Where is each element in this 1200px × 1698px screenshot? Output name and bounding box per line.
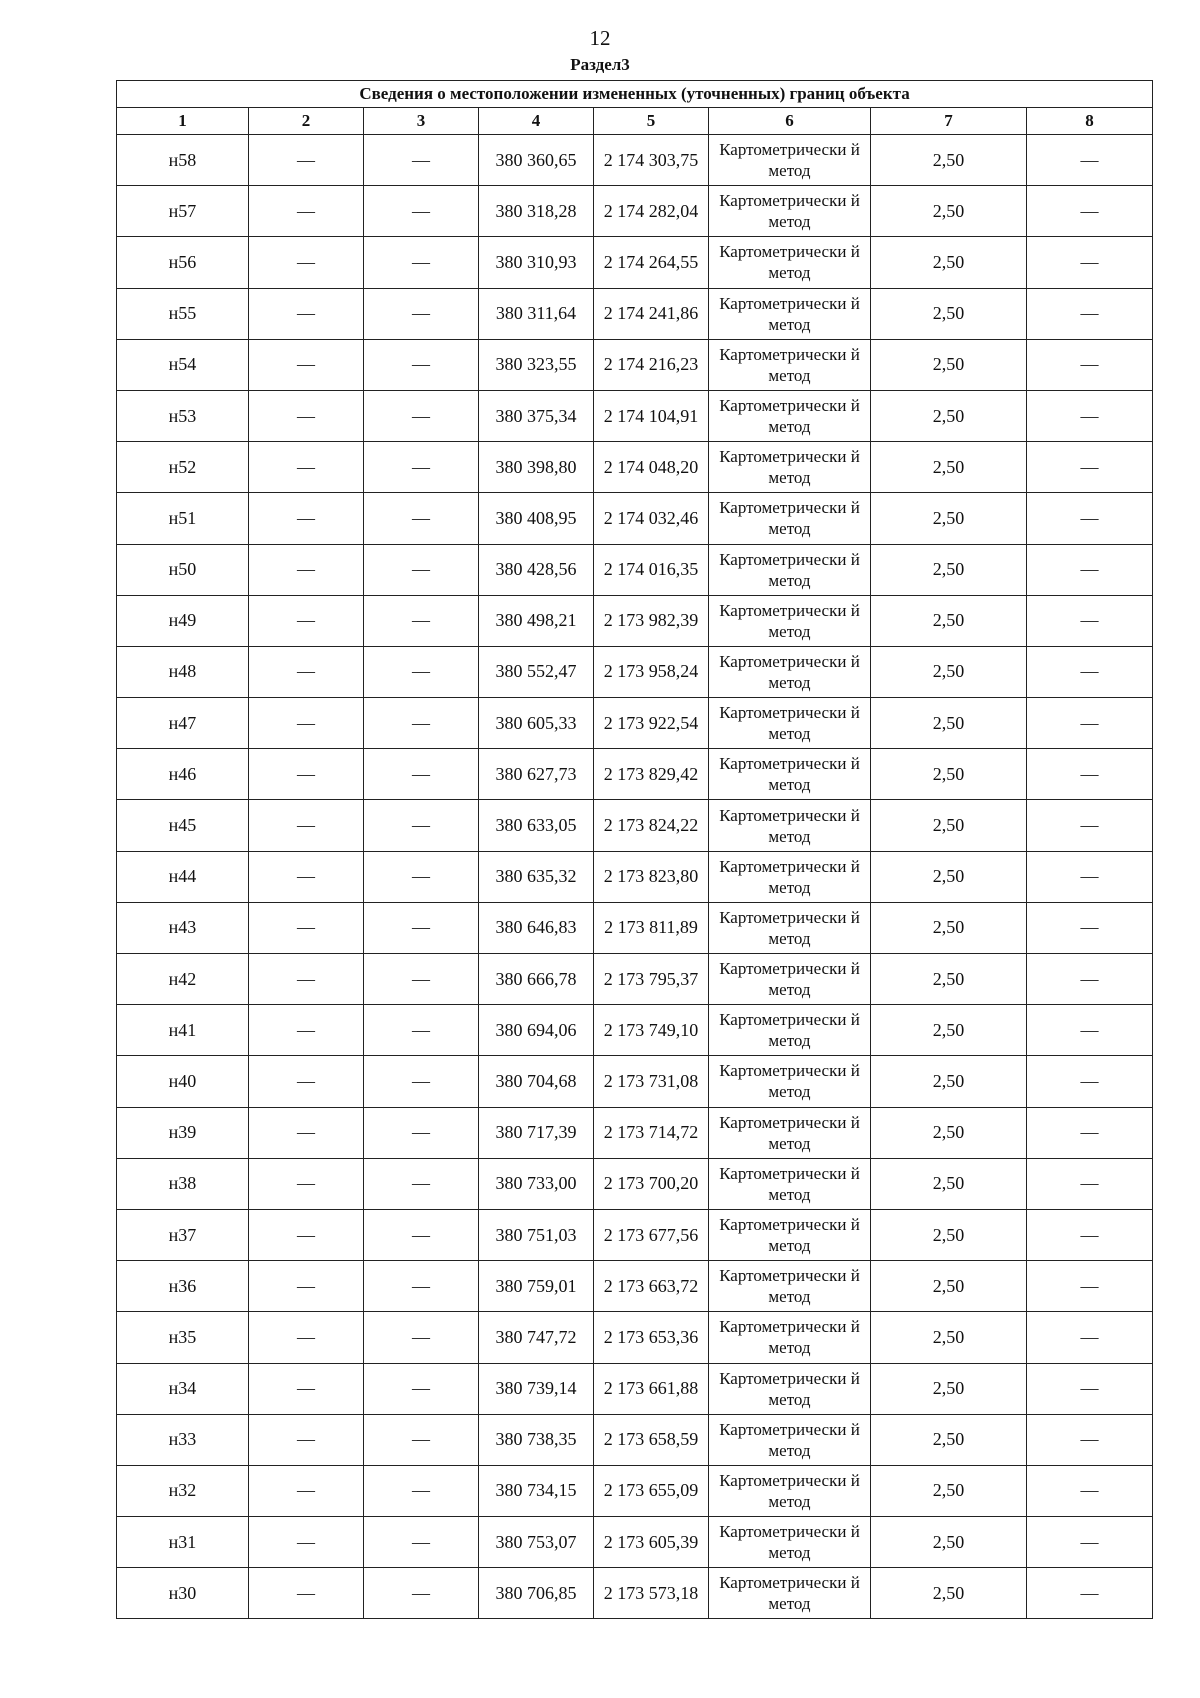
x-coordinate-cell: 380 633,05	[479, 800, 594, 851]
point-cell: н36	[117, 1261, 249, 1312]
column-3-cell: —	[364, 646, 479, 697]
accuracy-cell: 2,50	[871, 493, 1027, 544]
section-title: Раздел3	[570, 55, 630, 74]
method-cell: Картометрически й метод	[709, 800, 871, 851]
column-2-cell: —	[249, 1465, 364, 1516]
method-cell: Картометрически й метод	[709, 442, 871, 493]
column-8-cell: —	[1027, 186, 1153, 237]
table-row	[117, 1056, 1153, 1107]
y-coordinate-cell: 2 173 653,36	[594, 1312, 709, 1363]
accuracy-cell: 2,50	[871, 390, 1027, 441]
method-cell: Картометрически й метод	[709, 698, 871, 749]
x-coordinate-cell: 380 323,55	[479, 339, 594, 390]
point-cell: н39	[117, 1107, 249, 1158]
column-3-cell: —	[364, 339, 479, 390]
x-coordinate-cell: 380 694,06	[479, 1005, 594, 1056]
point-cell: н30	[117, 1568, 249, 1619]
method-cell: Картометрически й метод	[709, 1414, 871, 1465]
column-2-cell: —	[249, 1209, 364, 1260]
method-cell: Картометрически й метод	[709, 1312, 871, 1363]
point-cell: н34	[117, 1363, 249, 1414]
accuracy-cell: 2,50	[871, 646, 1027, 697]
column-8-cell: —	[1027, 1158, 1153, 1209]
column-2-cell: —	[249, 1312, 364, 1363]
column-3-cell: —	[364, 1312, 479, 1363]
x-coordinate-cell: 380 627,73	[479, 749, 594, 800]
accuracy-cell: 2,50	[871, 1107, 1027, 1158]
column-8-cell: —	[1027, 442, 1153, 493]
column-8-cell: —	[1027, 1056, 1153, 1107]
column-3-cell: —	[364, 698, 479, 749]
column-2-cell: —	[249, 1158, 364, 1209]
column-3-cell: —	[364, 288, 479, 339]
y-coordinate-cell: 2 174 016,35	[594, 544, 709, 595]
table-row	[117, 851, 1153, 902]
accuracy-cell: 2,50	[871, 698, 1027, 749]
point-cell: н58	[117, 135, 249, 186]
method-cell: Картометрически й метод	[709, 1005, 871, 1056]
y-coordinate-cell: 2 173 829,42	[594, 749, 709, 800]
y-coordinate-cell: 2 173 714,72	[594, 1107, 709, 1158]
accuracy-cell: 2,50	[871, 595, 1027, 646]
column-2-cell: —	[249, 749, 364, 800]
table-row	[117, 135, 1153, 186]
column-number: 7	[871, 108, 1027, 135]
column-2-cell: —	[249, 442, 364, 493]
column-2-cell: —	[249, 390, 364, 441]
y-coordinate-cell: 2 173 661,88	[594, 1363, 709, 1414]
column-2-cell: —	[249, 1005, 364, 1056]
x-coordinate-cell: 380 759,01	[479, 1261, 594, 1312]
column-3-cell: —	[364, 1005, 479, 1056]
point-cell: н52	[117, 442, 249, 493]
column-2-cell: —	[249, 186, 364, 237]
y-coordinate-cell: 2 173 795,37	[594, 954, 709, 1005]
method-cell: Картометрически й метод	[709, 646, 871, 697]
accuracy-cell: 2,50	[871, 902, 1027, 953]
method-cell: Картометрически й метод	[709, 1056, 871, 1107]
accuracy-cell: 2,50	[871, 1209, 1027, 1260]
y-coordinate-cell: 2 174 241,86	[594, 288, 709, 339]
y-coordinate-cell: 2 174 048,20	[594, 442, 709, 493]
column-2-cell: —	[249, 698, 364, 749]
accuracy-cell: 2,50	[871, 1261, 1027, 1312]
table-row	[117, 1158, 1153, 1209]
point-cell: н44	[117, 851, 249, 902]
column-3-cell: —	[364, 1209, 479, 1260]
x-coordinate-cell: 380 738,35	[479, 1414, 594, 1465]
y-coordinate-cell: 2 173 663,72	[594, 1261, 709, 1312]
method-cell: Картометрически й метод	[709, 1107, 871, 1158]
table-row	[117, 646, 1153, 697]
accuracy-cell: 2,50	[871, 186, 1027, 237]
column-8-cell: —	[1027, 237, 1153, 288]
y-coordinate-cell: 2 173 958,24	[594, 646, 709, 697]
column-8-cell: —	[1027, 851, 1153, 902]
column-2-cell: —	[249, 800, 364, 851]
method-cell: Картометрически й метод	[709, 288, 871, 339]
y-coordinate-cell: 2 173 749,10	[594, 1005, 709, 1056]
y-coordinate-cell: 2 174 216,23	[594, 339, 709, 390]
column-8-cell: —	[1027, 1517, 1153, 1568]
accuracy-cell: 2,50	[871, 1414, 1027, 1465]
point-cell: н49	[117, 595, 249, 646]
x-coordinate-cell: 380 747,72	[479, 1312, 594, 1363]
accuracy-cell: 2,50	[871, 749, 1027, 800]
table-row	[117, 186, 1153, 237]
method-cell: Картометрически й метод	[709, 544, 871, 595]
column-3-cell: —	[364, 390, 479, 441]
table-row	[117, 698, 1153, 749]
point-cell: н56	[117, 237, 249, 288]
column-8-cell: —	[1027, 1363, 1153, 1414]
table-row	[117, 493, 1153, 544]
method-cell: Картометрически й метод	[709, 1209, 871, 1260]
column-2-cell: —	[249, 1107, 364, 1158]
point-cell: н55	[117, 288, 249, 339]
y-coordinate-cell: 2 173 700,20	[594, 1158, 709, 1209]
column-8-cell: —	[1027, 1209, 1153, 1260]
column-3-cell: —	[364, 800, 479, 851]
column-number: 4	[479, 108, 594, 135]
accuracy-cell: 2,50	[871, 442, 1027, 493]
point-cell: н42	[117, 954, 249, 1005]
column-2-cell: —	[249, 339, 364, 390]
column-2-cell: —	[249, 1414, 364, 1465]
point-cell: н38	[117, 1158, 249, 1209]
column-number: 2	[249, 108, 364, 135]
y-coordinate-cell: 2 173 677,56	[594, 1209, 709, 1260]
column-8-cell: —	[1027, 646, 1153, 697]
point-cell: н48	[117, 646, 249, 697]
y-coordinate-cell: 2 173 982,39	[594, 595, 709, 646]
y-coordinate-cell: 2 174 303,75	[594, 135, 709, 186]
accuracy-cell: 2,50	[871, 1465, 1027, 1516]
y-coordinate-cell: 2 174 104,91	[594, 390, 709, 441]
accuracy-cell: 2,50	[871, 1056, 1027, 1107]
accuracy-cell: 2,50	[871, 1312, 1027, 1363]
column-number: 6	[709, 108, 871, 135]
method-cell: Картометрически й метод	[709, 135, 871, 186]
column-2-cell: —	[249, 1517, 364, 1568]
column-8-cell: —	[1027, 544, 1153, 595]
point-cell: н51	[117, 493, 249, 544]
column-2-cell: —	[249, 544, 364, 595]
column-3-cell: —	[364, 1414, 479, 1465]
column-2-cell: —	[249, 902, 364, 953]
column-8-cell: —	[1027, 1312, 1153, 1363]
point-cell: н37	[117, 1209, 249, 1260]
column-2-cell: —	[249, 954, 364, 1005]
accuracy-cell: 2,50	[871, 1005, 1027, 1056]
point-cell: н46	[117, 749, 249, 800]
table-row	[117, 1261, 1153, 1312]
coordinates-table	[116, 80, 1153, 1619]
accuracy-cell: 2,50	[871, 544, 1027, 595]
column-8-cell: —	[1027, 800, 1153, 851]
table-row	[117, 1517, 1153, 1568]
column-2-cell: —	[249, 135, 364, 186]
column-8-cell: —	[1027, 1107, 1153, 1158]
accuracy-cell: 2,50	[871, 1363, 1027, 1414]
x-coordinate-cell: 380 498,21	[479, 595, 594, 646]
column-8-cell: —	[1027, 288, 1153, 339]
point-cell: н31	[117, 1517, 249, 1568]
table-caption-row	[117, 81, 1153, 108]
column-8-cell: —	[1027, 698, 1153, 749]
table-row	[117, 339, 1153, 390]
column-3-cell: —	[364, 595, 479, 646]
y-coordinate-cell: 2 173 573,18	[594, 1568, 709, 1619]
table-row	[117, 954, 1153, 1005]
column-3-cell: —	[364, 186, 479, 237]
column-3-cell: —	[364, 1363, 479, 1414]
column-number-row	[117, 108, 1153, 135]
x-coordinate-cell: 380 428,56	[479, 544, 594, 595]
accuracy-cell: 2,50	[871, 851, 1027, 902]
point-cell: н33	[117, 1414, 249, 1465]
column-3-cell: —	[364, 1056, 479, 1107]
accuracy-cell: 2,50	[871, 1158, 1027, 1209]
accuracy-cell: 2,50	[871, 1568, 1027, 1619]
x-coordinate-cell: 380 646,83	[479, 902, 594, 953]
accuracy-cell: 2,50	[871, 1517, 1027, 1568]
method-cell: Картометрически й метод	[709, 1568, 871, 1619]
x-coordinate-cell: 380 605,33	[479, 698, 594, 749]
column-number: 8	[1027, 108, 1153, 135]
column-3-cell: —	[364, 493, 479, 544]
point-cell: н43	[117, 902, 249, 953]
column-8-cell: —	[1027, 1568, 1153, 1619]
y-coordinate-cell: 2 173 823,80	[594, 851, 709, 902]
column-2-cell: —	[249, 288, 364, 339]
x-coordinate-cell: 380 552,47	[479, 646, 594, 697]
x-coordinate-cell: 380 310,93	[479, 237, 594, 288]
column-8-cell: —	[1027, 954, 1153, 1005]
column-2-cell: —	[249, 1363, 364, 1414]
x-coordinate-cell: 380 398,80	[479, 442, 594, 493]
column-2-cell: —	[249, 646, 364, 697]
y-coordinate-cell: 2 173 731,08	[594, 1056, 709, 1107]
x-coordinate-cell: 380 408,95	[479, 493, 594, 544]
table-row	[117, 1414, 1153, 1465]
method-cell: Картометрически й метод	[709, 1517, 871, 1568]
column-3-cell: —	[364, 1465, 479, 1516]
accuracy-cell: 2,50	[871, 954, 1027, 1005]
column-2-cell: —	[249, 595, 364, 646]
x-coordinate-cell: 380 717,39	[479, 1107, 594, 1158]
column-2-cell: —	[249, 493, 364, 544]
table-row	[117, 237, 1153, 288]
table-row	[117, 902, 1153, 953]
column-number: 5	[594, 108, 709, 135]
column-number: 1	[117, 108, 249, 135]
table-row	[117, 595, 1153, 646]
x-coordinate-cell: 380 666,78	[479, 954, 594, 1005]
column-3-cell: —	[364, 1158, 479, 1209]
point-cell: н40	[117, 1056, 249, 1107]
x-coordinate-cell: 380 360,65	[479, 135, 594, 186]
column-8-cell: —	[1027, 1465, 1153, 1516]
method-cell: Картометрически й метод	[709, 1363, 871, 1414]
y-coordinate-cell: 2 173 605,39	[594, 1517, 709, 1568]
column-8-cell: —	[1027, 902, 1153, 953]
column-3-cell: —	[364, 442, 479, 493]
point-cell: н57	[117, 186, 249, 237]
y-coordinate-cell: 2 173 824,22	[594, 800, 709, 851]
column-8-cell: —	[1027, 1005, 1153, 1056]
column-2-cell: —	[249, 851, 364, 902]
accuracy-cell: 2,50	[871, 288, 1027, 339]
table-body	[117, 135, 1153, 1619]
point-cell: н54	[117, 339, 249, 390]
x-coordinate-cell: 380 753,07	[479, 1517, 594, 1568]
method-cell: Картометрически й метод	[709, 595, 871, 646]
method-cell: Картометрически й метод	[709, 237, 871, 288]
column-3-cell: —	[364, 237, 479, 288]
method-cell: Картометрически й метод	[709, 1158, 871, 1209]
table-row	[117, 544, 1153, 595]
column-8-cell: —	[1027, 749, 1153, 800]
column-3-cell: —	[364, 851, 479, 902]
point-cell: н32	[117, 1465, 249, 1516]
table-row	[117, 390, 1153, 441]
y-coordinate-cell: 2 173 658,59	[594, 1414, 709, 1465]
column-2-cell: —	[249, 1568, 364, 1619]
point-cell: н50	[117, 544, 249, 595]
column-3-cell: —	[364, 954, 479, 1005]
column-2-cell: —	[249, 237, 364, 288]
method-cell: Картометрически й метод	[709, 1261, 871, 1312]
y-coordinate-cell: 2 174 032,46	[594, 493, 709, 544]
x-coordinate-cell: 380 704,68	[479, 1056, 594, 1107]
method-cell: Картометрически й метод	[709, 902, 871, 953]
column-8-cell: —	[1027, 595, 1153, 646]
table-row	[117, 1363, 1153, 1414]
x-coordinate-cell: 380 635,32	[479, 851, 594, 902]
column-8-cell: —	[1027, 1414, 1153, 1465]
point-cell: н41	[117, 1005, 249, 1056]
x-coordinate-cell: 380 375,34	[479, 390, 594, 441]
column-8-cell: —	[1027, 1261, 1153, 1312]
y-coordinate-cell: 2 174 264,55	[594, 237, 709, 288]
table-row	[117, 1312, 1153, 1363]
method-cell: Картометрически й метод	[709, 954, 871, 1005]
column-8-cell: —	[1027, 493, 1153, 544]
method-cell: Картометрически й метод	[709, 186, 871, 237]
y-coordinate-cell: 2 174 282,04	[594, 186, 709, 237]
x-coordinate-cell: 380 318,28	[479, 186, 594, 237]
column-3-cell: —	[364, 902, 479, 953]
table-row	[117, 442, 1153, 493]
page-number: 12	[589, 26, 611, 50]
table-caption: Сведения о местоположении измененных (уточненных) границ объекта	[117, 81, 1153, 108]
method-cell: Картометрически й метод	[709, 749, 871, 800]
column-3-cell: —	[364, 1107, 479, 1158]
point-cell: н45	[117, 800, 249, 851]
column-3-cell: —	[364, 544, 479, 595]
x-coordinate-cell: 380 739,14	[479, 1363, 594, 1414]
column-3-cell: —	[364, 135, 479, 186]
point-cell: н53	[117, 390, 249, 441]
accuracy-cell: 2,50	[871, 237, 1027, 288]
column-number: 3	[364, 108, 479, 135]
accuracy-cell: 2,50	[871, 800, 1027, 851]
column-8-cell: —	[1027, 135, 1153, 186]
x-coordinate-cell: 380 706,85	[479, 1568, 594, 1619]
table-row	[117, 288, 1153, 339]
point-cell: н47	[117, 698, 249, 749]
x-coordinate-cell: 380 751,03	[479, 1209, 594, 1260]
column-3-cell: —	[364, 1517, 479, 1568]
table-row	[117, 1209, 1153, 1260]
table-row	[117, 800, 1153, 851]
x-coordinate-cell: 380 733,00	[479, 1158, 594, 1209]
accuracy-cell: 2,50	[871, 339, 1027, 390]
column-8-cell: —	[1027, 339, 1153, 390]
y-coordinate-cell: 2 173 922,54	[594, 698, 709, 749]
column-2-cell: —	[249, 1056, 364, 1107]
method-cell: Картометрически й метод	[709, 493, 871, 544]
table-row	[117, 1005, 1153, 1056]
method-cell: Картометрически й метод	[709, 1465, 871, 1516]
point-cell: н35	[117, 1312, 249, 1363]
column-2-cell: —	[249, 1261, 364, 1312]
column-8-cell: —	[1027, 390, 1153, 441]
method-cell: Картометрически й метод	[709, 390, 871, 441]
table-row	[117, 1107, 1153, 1158]
x-coordinate-cell: 380 734,15	[479, 1465, 594, 1516]
column-3-cell: —	[364, 749, 479, 800]
column-3-cell: —	[364, 1568, 479, 1619]
y-coordinate-cell: 2 173 655,09	[594, 1465, 709, 1516]
method-cell: Картометрически й метод	[709, 339, 871, 390]
accuracy-cell: 2,50	[871, 135, 1027, 186]
column-3-cell: —	[364, 1261, 479, 1312]
table-row	[117, 1465, 1153, 1516]
table-row	[117, 1568, 1153, 1619]
x-coordinate-cell: 380 311,64	[479, 288, 594, 339]
table-row	[117, 749, 1153, 800]
method-cell: Картометрически й метод	[709, 851, 871, 902]
y-coordinate-cell: 2 173 811,89	[594, 902, 709, 953]
